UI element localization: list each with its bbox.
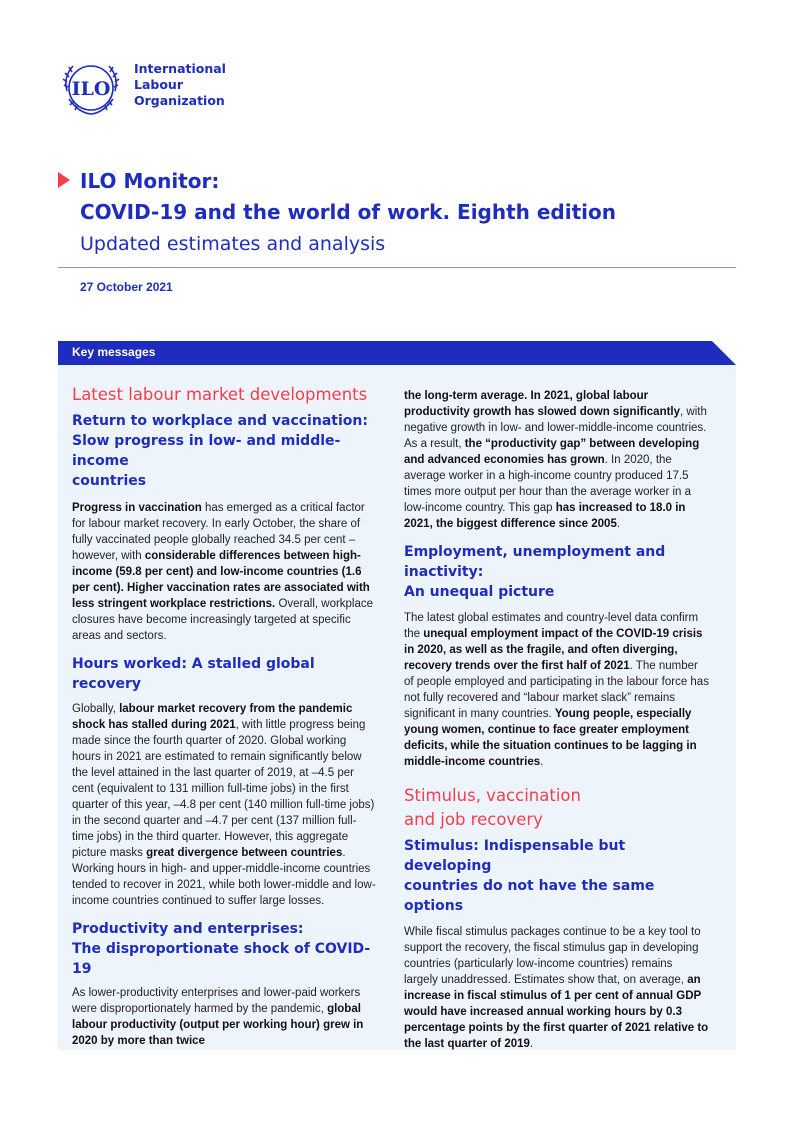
subheading-vaccination bbox=[72, 411, 377, 491]
title-divider bbox=[58, 267, 736, 268]
document-title bbox=[58, 166, 748, 260]
heading-line: countries bbox=[72, 473, 147, 489]
heading-line: and job recovery bbox=[404, 810, 543, 829]
body-text: . In 2020, the average worker in a high-income country produced 17.5 times more output per hour than the average worker in a low-income country. This gap bbox=[404, 454, 692, 514]
key-messages-panel bbox=[58, 365, 736, 1050]
paragraph-productivity bbox=[72, 985, 377, 1049]
body-text: , with negative growth in low- and lower-middle-income countries. As a result, bbox=[404, 406, 707, 450]
body-text: The latest global estimates and country-level data confirm the bbox=[404, 612, 699, 640]
body-text: Globally, bbox=[72, 703, 120, 715]
emphasis-text: great divergence between countries bbox=[146, 847, 343, 859]
title-arrow-icon bbox=[58, 172, 70, 188]
org-name-line: International bbox=[134, 61, 226, 76]
emphasis-text: an increase in fiscal stimulus of 1 per cent of annual GDP would have increased annual working hours by 0.3 percentage points by the first quarter of 2021 relative to the last quarter of 2019 bbox=[404, 974, 709, 1050]
body-text: . bbox=[529, 1038, 534, 1050]
publication-date: 27 October 2021 bbox=[80, 280, 173, 294]
left-column bbox=[72, 365, 377, 1049]
right-column bbox=[404, 365, 709, 1052]
title-line-1: ILO Monitor: bbox=[80, 169, 220, 193]
emphasis-text: the long-term average. In 2021, global labour productivity growth has slowed down significantly bbox=[404, 390, 681, 418]
body-text: Overall, workplace closures have become increasingly targeted at specific areas and sectors. bbox=[72, 598, 374, 642]
subheading-stimulus bbox=[404, 836, 709, 916]
key-messages-label: Key messages bbox=[72, 345, 156, 359]
ilo-emblem-icon bbox=[58, 55, 124, 121]
paragraph-employment bbox=[404, 610, 709, 770]
ilo-logo bbox=[58, 55, 124, 121]
org-name-line: Organization bbox=[134, 93, 225, 108]
paragraph-hours-worked bbox=[72, 701, 377, 909]
subheading-hours-worked bbox=[72, 654, 377, 694]
subheading-employment bbox=[404, 542, 709, 602]
body-text: . The number of people employed and participating in the labour force has not fully recovered and “labour market slack” remains significant in many countries. bbox=[404, 660, 709, 720]
subtitle: Updated estimates and analysis bbox=[80, 233, 386, 255]
body-text: has emerged as a critical factor for labour market recovery. In early October, the share of fully vaccinated people globally reached 34.5 per cent – however, with bbox=[72, 502, 365, 562]
body-text: . Working hours in high- and upper-middle-income countries tended to recover in 2021, while both lower-middle and low-income countries continued to suffer large losses. bbox=[72, 847, 376, 907]
heading-line: An unequal picture bbox=[404, 584, 555, 600]
heading-line: Stimulus: Indispensable but developing bbox=[404, 838, 626, 874]
emphasis-text: the “productivity gap” between developing and advanced economies has grown bbox=[404, 438, 700, 466]
org-name-line: Labour bbox=[134, 77, 183, 92]
organization-name bbox=[134, 61, 226, 109]
paragraph-stimulus bbox=[404, 924, 709, 1052]
heading-line: Employment, unemployment and inactivity: bbox=[404, 544, 666, 580]
body-text: , with little progress being made since the fourth quarter of 2020. Global working hours in 2021 are estimated to remain significantly below the level attained in the last quarter of 2019, at –4.5 per cent (equivalent to 131 million full-time jobs) in the first quarter of this year, –4.8 per cent (140 million full-time jobs) in the second quarter and –4.7 per cent (137 million full-time jobs) in the third quarter. However, this aggregate picture masks bbox=[72, 719, 375, 859]
emphasis-text: considerable differences between high-income (59.8 per cent) and low-income countries (1.6 per cent). Higher vaccination rates are associated with less stringent workplace restrictions. bbox=[72, 550, 370, 610]
heading-line: Stimulus, vaccination bbox=[404, 786, 581, 805]
emphasis-text: unequal employment impact of the COVID-19 crisis in 2020, as well as the fragile, and often diverging, recovery trends over the first half of 2021 bbox=[404, 628, 703, 672]
section-heading: Latest labour market developments bbox=[72, 385, 368, 404]
paragraph-vaccination bbox=[72, 500, 377, 644]
emphasis-text: Young people, especially young women, continue to face greater employment deficits, while the situation continues to be lagging in middle-income countries bbox=[404, 708, 697, 768]
body-text: As lower-productivity enterprises and lower-paid workers were disproportionately harmed by the pandemic, bbox=[72, 987, 361, 1015]
body-text: . bbox=[616, 518, 621, 530]
heading-line: countries do not have the same options bbox=[404, 878, 655, 914]
logo-letters: ILO bbox=[71, 78, 111, 100]
subheading-productivity bbox=[72, 919, 377, 979]
heading-line: The disproportionate shock of COVID-19 bbox=[72, 941, 371, 977]
heading-line: Slow progress in low- and middle-income bbox=[72, 433, 341, 469]
heading-line: Productivity and enterprises: bbox=[72, 921, 304, 937]
emphasis-text: labour market recovery from the pandemic shock has stalled during 2021 bbox=[72, 703, 353, 731]
heading-line: Hours worked: A stalled global recovery bbox=[72, 656, 315, 692]
key-messages-bar bbox=[58, 341, 736, 365]
emphasis-text: Progress in vaccination bbox=[72, 502, 202, 514]
emphasis-text: global labour productivity (output per working hour) grew in 2020 by more than twice bbox=[72, 1003, 364, 1047]
paragraph-productivity-cont bbox=[404, 388, 709, 532]
emphasis-text: has increased to 18.0 in 2021, the biggest difference since 2005 bbox=[404, 502, 686, 530]
title-line-2: COVID-19 and the world of work. Eighth edition bbox=[80, 200, 616, 224]
body-text: . bbox=[540, 756, 544, 768]
body-text: While fiscal stimulus packages continue to be a key tool to support the recovery, the fiscal stimulus gap in developing countries (particularly low-income countries) remains largely unaddressed. Estimates show that, on average, bbox=[404, 926, 701, 986]
heading-line: Return to workplace and vaccination: bbox=[72, 413, 368, 429]
section-heading-stimulus bbox=[404, 784, 709, 832]
